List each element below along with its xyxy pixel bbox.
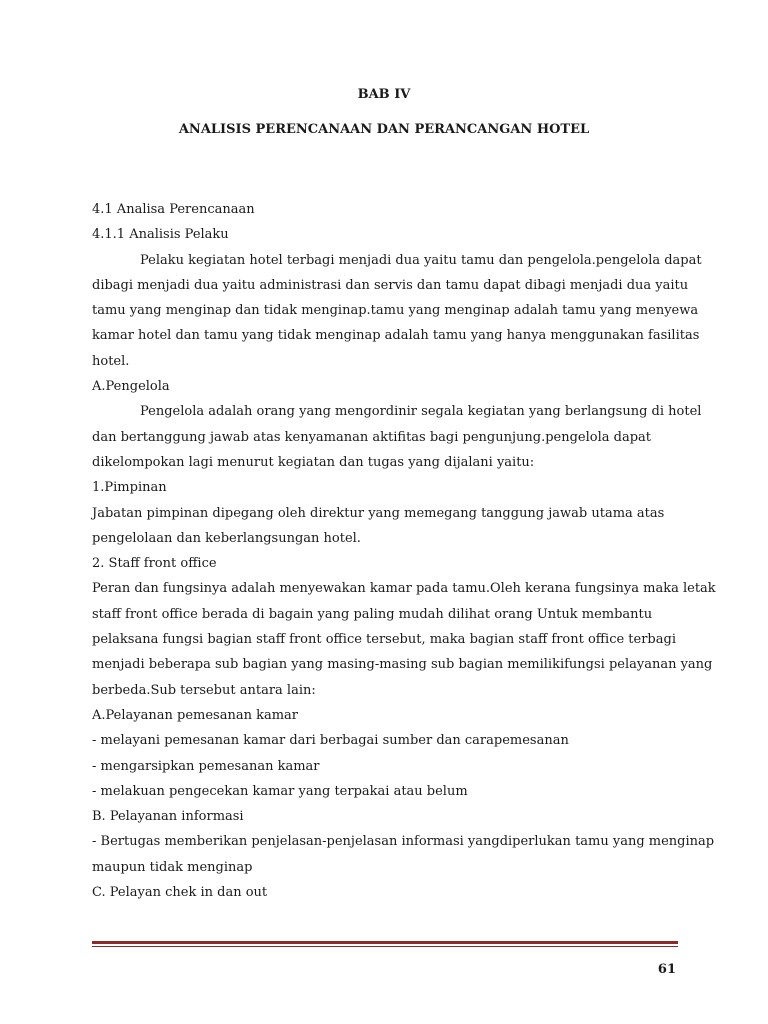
- list-heading: A.Pelayanan pemesanan kamar: [92, 707, 299, 723]
- paragraph-line: pengelolaan dan keberlangsungan hotel.: [92, 530, 361, 546]
- paragraph-line: Pelaku kegiatan hotel terbagi menjadi dua yaitu tamu dan pengelola.pengelola dapat: [140, 252, 702, 268]
- paragraph-line: Peran dan fungsinya adalah menyewakan kamar pada tamu.Oleh kerana fungsinya maka letak: [92, 581, 716, 597]
- list-heading: A.Pengelola: [92, 379, 170, 395]
- footer-rule: [92, 941, 678, 944]
- list-heading: 2. Staff front office: [92, 556, 217, 572]
- section-heading: 4.1 Analisa Perencanaan: [92, 202, 255, 217]
- list-item: - melayani pemesanan kamar dari berbagai sumber dan carapemesanan: [92, 733, 569, 749]
- body-text: [92, 197, 716, 905]
- paragraph-line: tamu yang menginap dan tidak menginap.tamu yang menginap adalah tamu yang menyewa: [92, 303, 699, 319]
- page-number: 61: [657, 962, 676, 977]
- paragraph-line: dikelompokan lagi menurut kegiatan dan tugas yang dijalani yaitu:: [92, 454, 535, 470]
- list-heading: B. Pelayanan informasi: [92, 809, 244, 825]
- list-item: - mengarsipkan pemesanan kamar: [92, 758, 320, 774]
- chapter-title: ANALISIS PERENCANAAN DAN PERANCANGAN HOTEL: [178, 122, 590, 137]
- chapter-heading: BAB IV: [357, 87, 411, 102]
- paragraph-line: hotel.: [92, 353, 130, 369]
- paragraph-line: Pengelola adalah orang yang mengordinir segala kegiatan yang berlangsung di hotel: [140, 404, 702, 420]
- list-heading: C. Pelayan chek in dan out: [92, 885, 268, 901]
- list-heading: 1.Pimpinan: [92, 480, 167, 496]
- list-item: - melakuan pengecekan kamar yang terpakai atau belum: [92, 783, 468, 799]
- footer-rule-thin: [92, 946, 678, 947]
- paragraph-line: menjadi beberapa sub bagian yang masing-masing sub bagian memilikifungsi pelayanan yang: [92, 657, 713, 673]
- paragraph-line: dibagi menjadi dua yaitu administrasi dan servis dan tamu dapat dibagi menjadi dua yaitu: [92, 277, 689, 293]
- paragraph-line: staff front office berada di bagain yang paling mudah dilihat orang Untuk membantu: [92, 606, 653, 622]
- paragraph-line: berbeda.Sub tersebut antara lain:: [92, 682, 316, 698]
- list-item: - Bertugas memberikan penjelasan-penjelasan informasi yangdiperlukan tamu yang menginap: [92, 834, 715, 850]
- paragraph-line: kamar hotel dan tamu yang tidak menginap adalah tamu yang hanya menggunakan fasilitas: [92, 328, 700, 344]
- list-item: maupun tidak menginap: [92, 859, 253, 875]
- paragraph-line: pelaksana fungsi bagian staff front office tersebut, maka bagian staff front office terbagi: [92, 632, 676, 648]
- paragraph-line: Jabatan pimpinan dipegang oleh direktur yang memegang tanggung jawab utama atas: [92, 505, 665, 521]
- subsection-heading: 4.1.1 Analisis Pelaku: [92, 227, 229, 243]
- paragraph-line: dan bertanggung jawab atas kenyamanan aktifitas bagi pengunjung.pengelola dapat: [92, 429, 652, 445]
